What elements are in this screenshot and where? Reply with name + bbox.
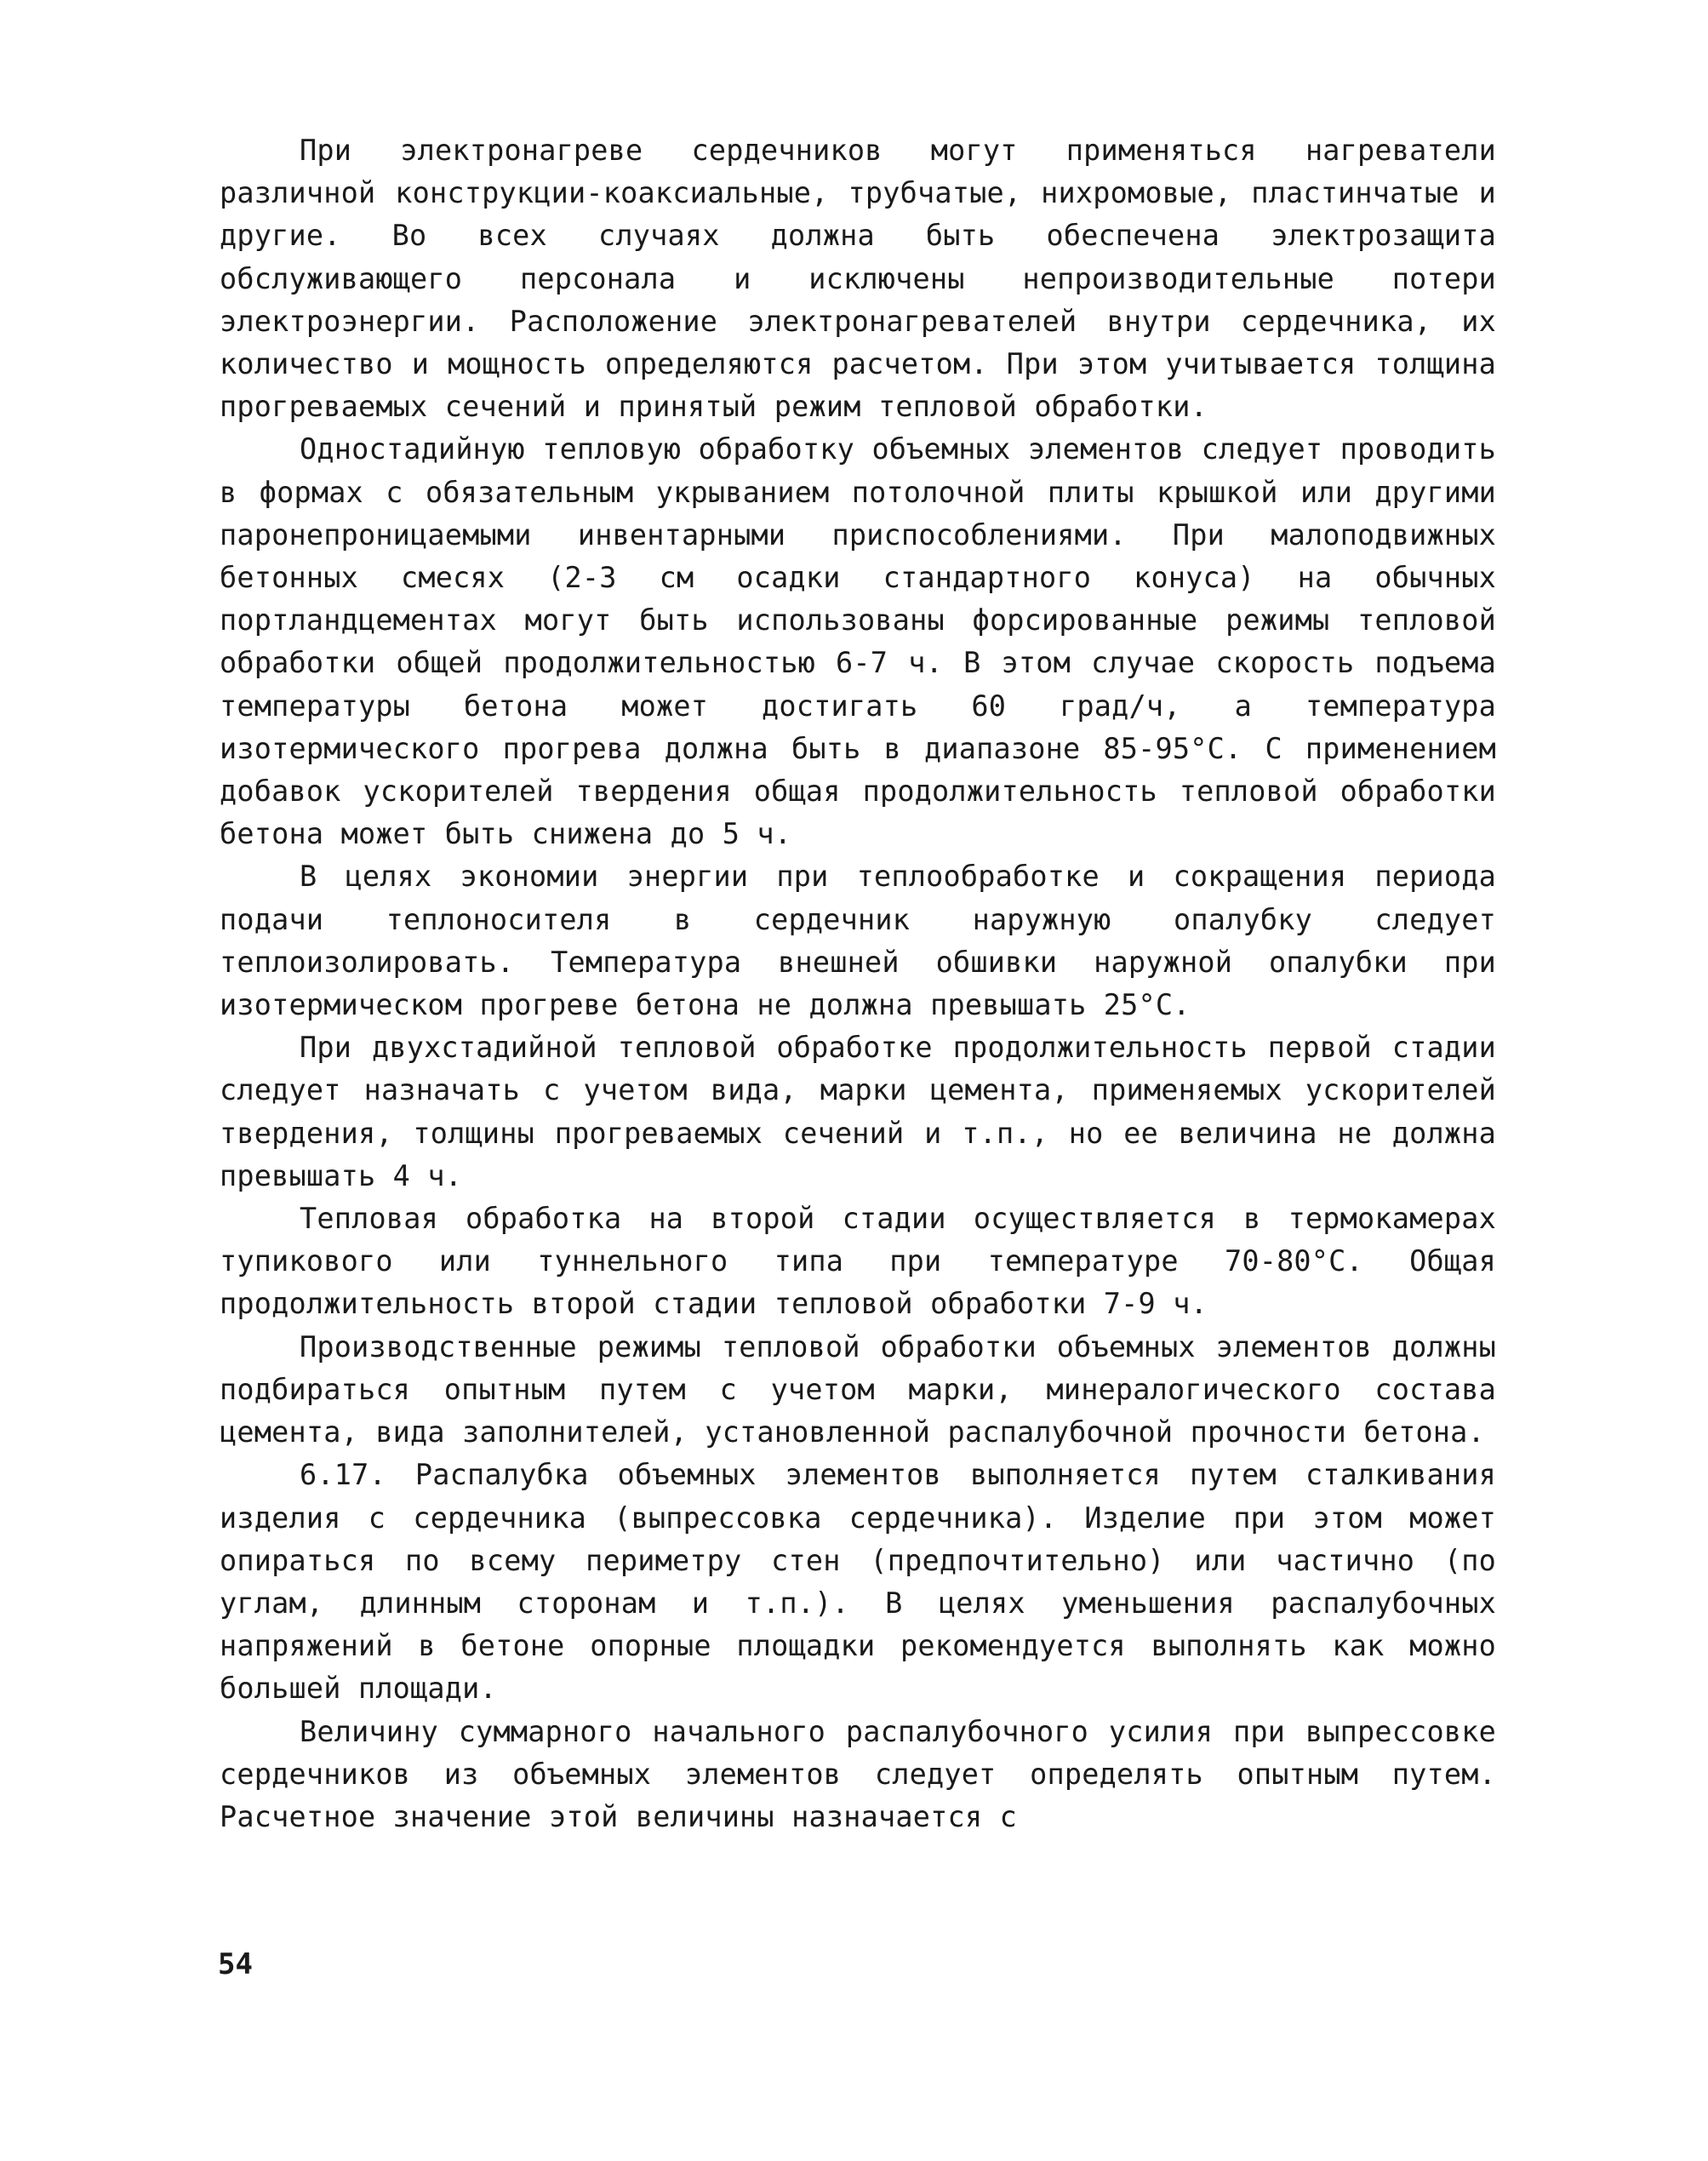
paragraph-electroheating: При электронагреве сердечников могут применяться нагреватели различной конструкции-коаксиальные, трубчатые, нихромовые, пластинчатые и другие. Во всех случаях должна быть обеспечена электрозащита обслуживающего персонала и исключены непроизводительные потери электроэнергии. Расположение электронагревателей внутри сердечника, их количество и мощность определяются расчетом. При этом учитывается толщина прогреваемых сечений и принятый режим тепловой обработки. — [220, 134, 1496, 424]
paragraph-stripping-force: Величину суммарного начального распалубочного усилия при выпрессовке сердечников из объемных элементов следует определять опытным путем. Расчетное значение этой величины назначается с — [220, 1714, 1496, 1833]
paragraph-single-stage-treatment: Одностадийную тепловую обработку объемных элементов следует проводить в формах с обязательным укрыванием потолочной плиты крышкой или другими паронепроницаемыми инвентарными приспособлениями. При малоподвижных бетонных смесях (2-3 см осадки стандартного конуса) на обычных портландцементах могут быть использованы форсированные режимы тепловой обработки общей продолжительностью 6-7 ч. В этом случае скорость подъема температуры бетона может достигать 60 град/ч, а температура изотермического прогрева должна быть в диапазоне 85-95°С. С применением добавок ускорителей твердения общая продолжительность тепловой обработки бетона может быть снижена до 5 ч. — [220, 432, 1496, 851]
paragraph-energy-saving: В целях экономии энергии при теплообработке и сокращения периода подачи теплоносителя в сердечник наружную опалубку следует теплоизолировать. Температура внешней обшивки наружной опалубки при изотермическом прогреве бетона не должна превышать 25°С. — [220, 860, 1496, 1022]
body-text — [220, 129, 1496, 1838]
paragraph-two-stage-first: При двухстадийной тепловой обработке продолжительность первой стадии следует назначать с учетом вида, марки цемента, применяемых ускорителей твердения, толщины прогреваемых сечений и т.п., но ее величина не должна превышать 4 ч. — [220, 1031, 1496, 1192]
page-number: 54 — [218, 1947, 253, 1981]
paragraph-production-modes: Производственные режимы тепловой обработки объемных элементов должны подбираться опытным путем с учетом марки, минералогического состава цемента, вида заполнителей, установленной распалубочной прочности бетона. — [220, 1329, 1496, 1449]
paragraph-section-6-17: 6.17. Распалубка объемных элементов выполняется путем сталкивания изделия с сердечника (выпрессовка сердечника). Изделие при этом может опираться по всему периметру стен (предпочтительно) или частично (по углам, длинным сторонам и т.п.). В целях уменьшения распалубочных напряжений в бетоне опорные площадки рекомендуется выполнять как можно большей площади. — [220, 1458, 1496, 1706]
paragraph-two-stage-second: Тепловая обработка на второй стадии осуществляется в термокамерах тупикового или туннельного типа при температуре 70-80°С. Общая продолжительность второй стадии тепловой обработки 7-9 ч. — [220, 1202, 1496, 1321]
